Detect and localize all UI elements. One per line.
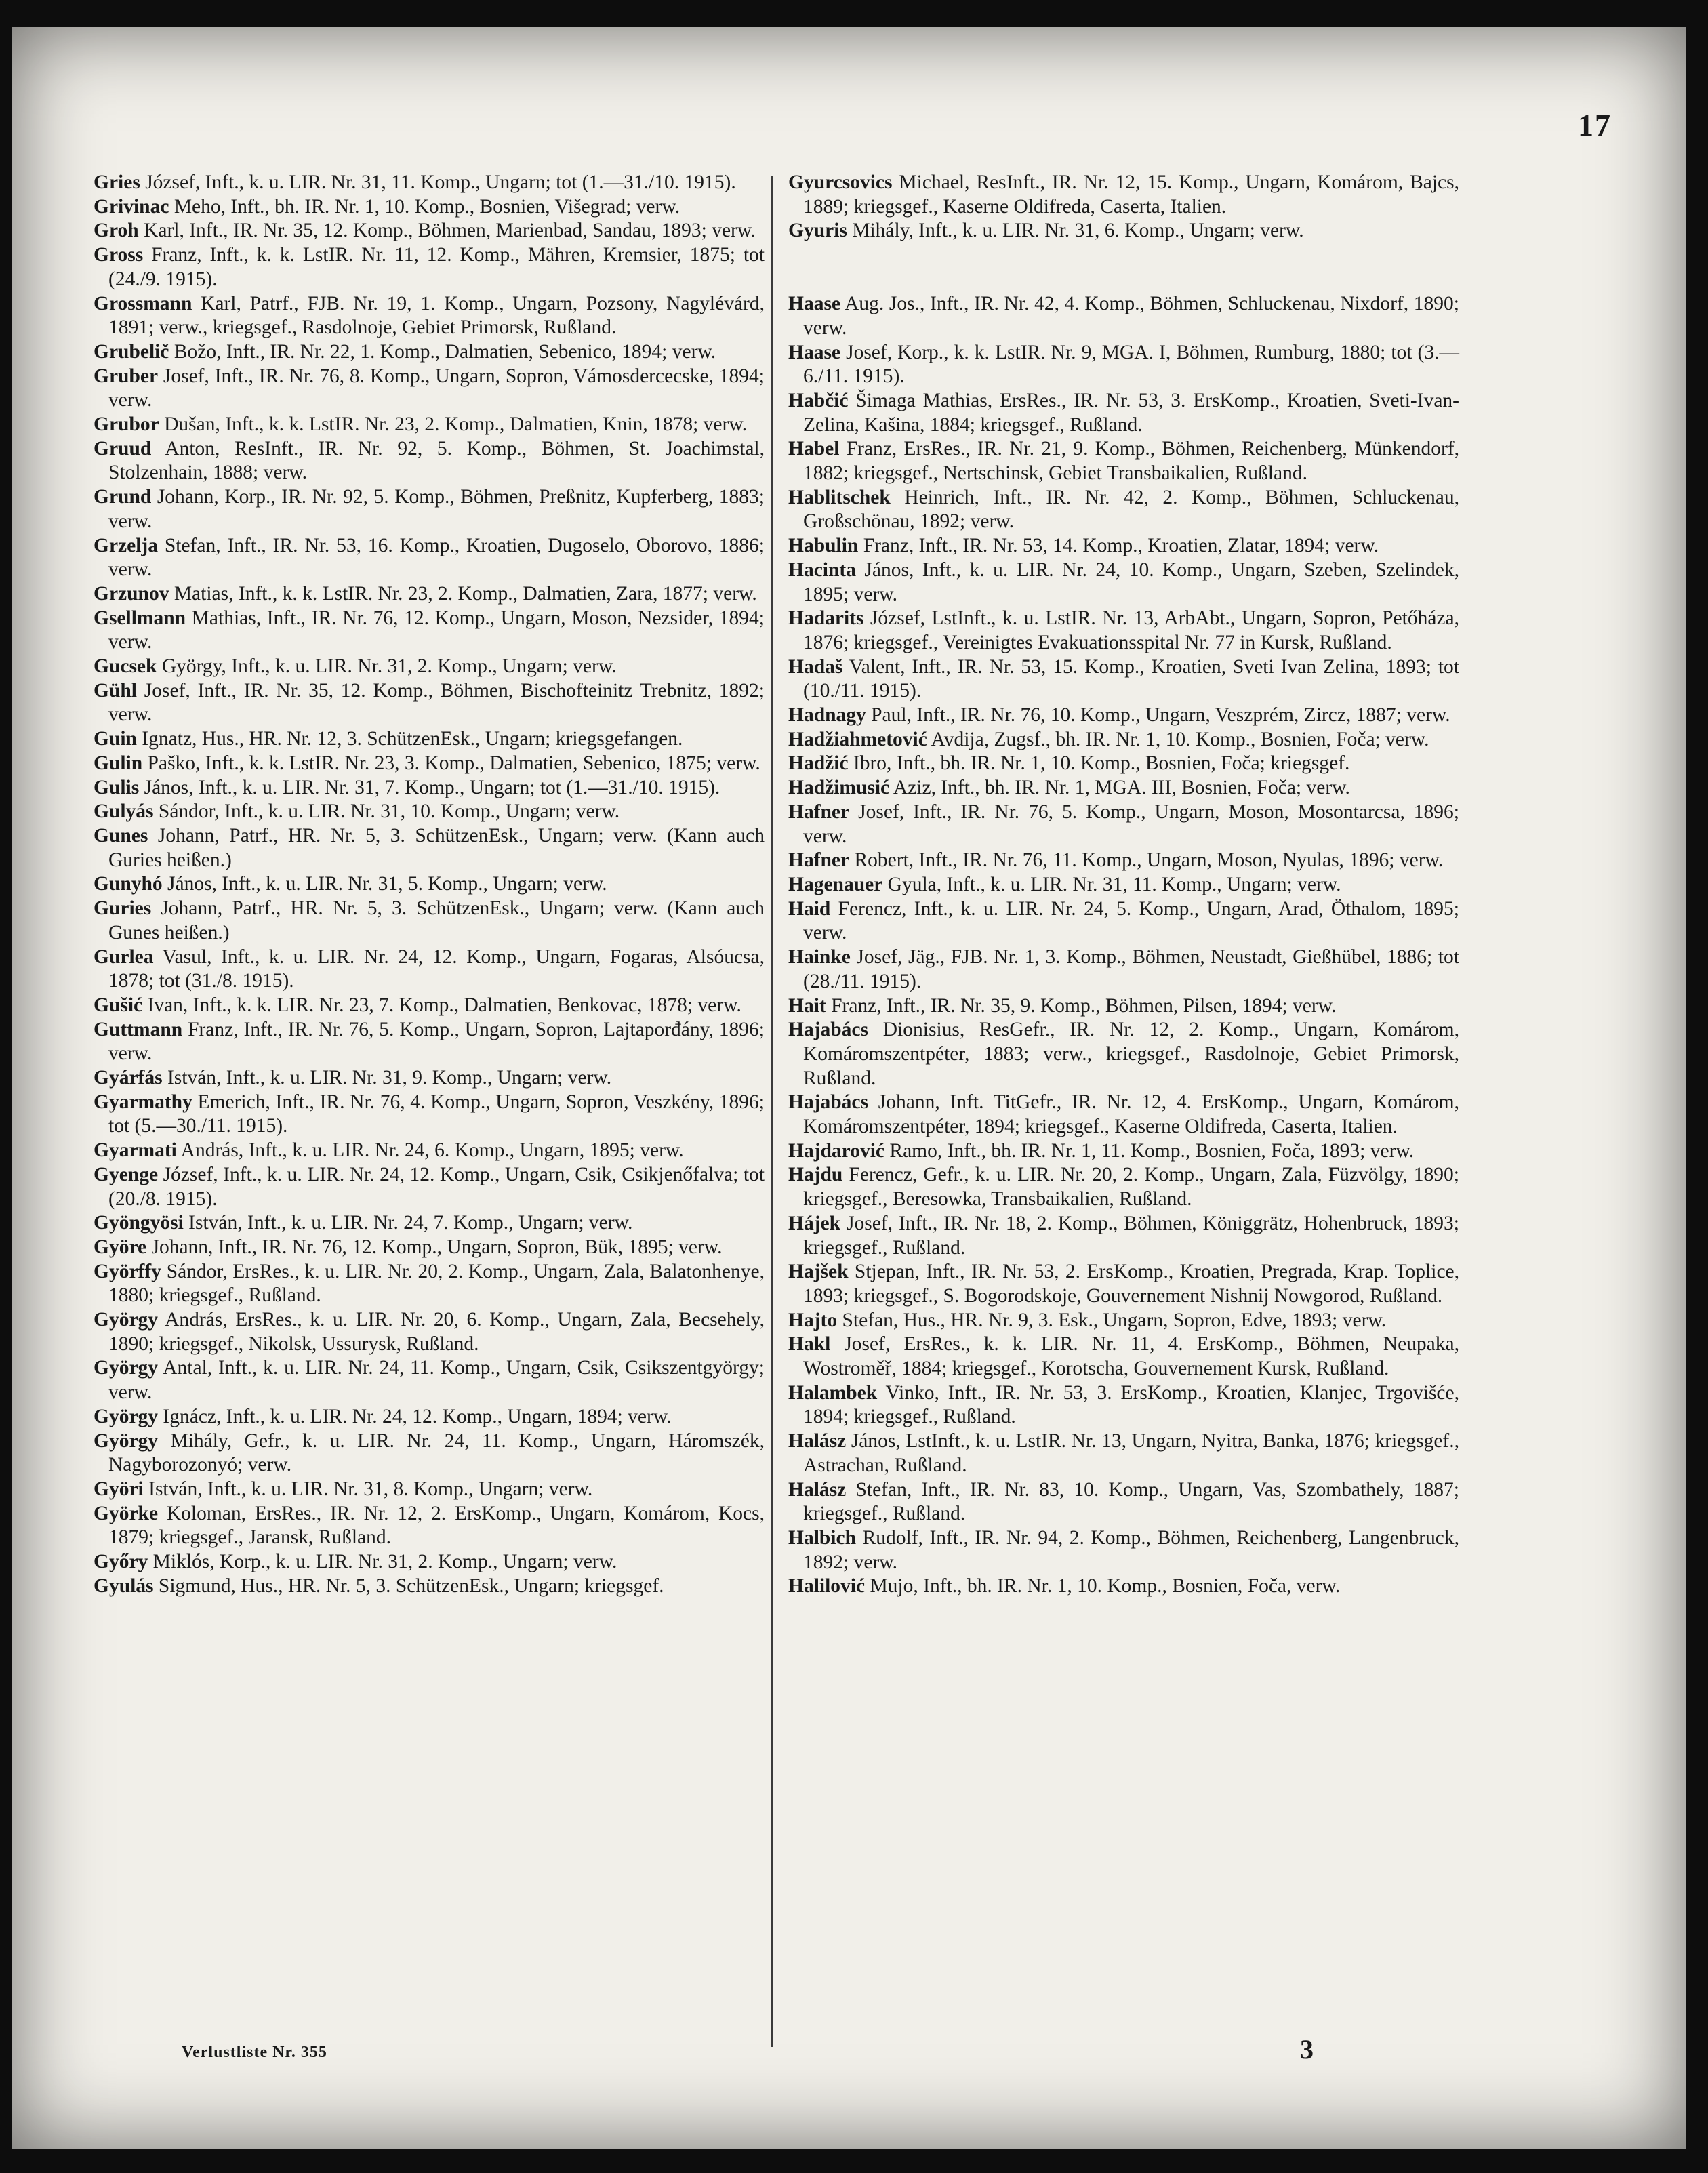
entry-details: András, Inft., k. u. LIR. Nr. 24, 6. Komp., Ungarn, 1895; verw. [176, 1139, 684, 1162]
casualty-entry [94, 1429, 765, 1478]
entry-details: Paul, Inft., IR. Nr. 76, 10. Komp., Ungarn, Veszprém, Zircz, 1887; verw. [866, 704, 1450, 727]
entry-details: Miklós, Korp., k. u. LIR. Nr. 31, 2. Komp., Ungarn; verw. [148, 1551, 617, 1573]
entry-details: Josef, Inft., IR. Nr. 18, 2. Komp., Böhmen, Königgrätz, Hohenbruck, 1893; kriegsgef., Rußland. [803, 1212, 1459, 1259]
casualty-entry [94, 534, 765, 582]
casualty-entry [94, 1018, 765, 1066]
casualty-entry [94, 994, 765, 1018]
entry-details: Ramo, Inft., bh. IR. Nr. 1, 11. Komp., Bosnien, Foča, 1893; verw. [884, 1139, 1415, 1162]
entry-details: Šimaga Mathias, ErsRes., IR. Nr. 53, 3. ErsKomp., Kroatien, Sveti-Ivan-Zelina, Kašina, 1884; kriegsgef., Rußland. [803, 389, 1459, 436]
entry-surname: Hadnagy [788, 704, 866, 727]
entry-surname: Grivinac [94, 195, 169, 218]
entry-surname: Guin [94, 728, 137, 750]
entry-surname: Hadžić [788, 752, 849, 775]
entry-details: Heinrich, Inft., IR. Nr. 42, 2. Komp., Böhmen, Schluckenau, Großschönau, 1892; verw. [803, 486, 1459, 533]
entry-surname: Hacinta [788, 559, 856, 581]
casualty-entry [94, 1575, 765, 1599]
entry-surname: Gyarmati [94, 1139, 177, 1162]
entry-surname: György [94, 1405, 159, 1427]
casualty-entry [94, 1236, 765, 1260]
entry-surname: Grzunov [94, 582, 169, 605]
casualty-entry [94, 872, 765, 897]
casualty-entry [94, 292, 765, 340]
entry-surname: Hajto [788, 1309, 838, 1331]
entry-details: Mihály, Inft., k. u. LIR. Nr. 31, 6. Komp., Ungarn; verw. [847, 220, 1304, 242]
entry-details: Stefan, Hus., HR. Nr. 9, 3. Esk., Ungarn, Sopron, Edve, 1893; verw. [837, 1309, 1387, 1331]
entry-details: Johann, Patrf., HR. Nr. 5, 3. SchützenEsk., Ungarn; verw. (Kann auch Guries heißen.) [108, 824, 765, 871]
casualty-entry [94, 946, 765, 994]
entry-details: Josef, Inft., IR. Nr. 76, 8. Komp., Ungarn, Sopron, Vámosdercecske, 1894; verw. [108, 365, 765, 411]
casualty-entry [94, 1260, 765, 1308]
entry-details: Franz, Inft., IR. Nr. 35, 9. Komp., Böhmen, Pilsen, 1894; verw. [826, 994, 1337, 1017]
entry-surname: Gurlea [94, 946, 154, 968]
entry-surname: Gyárfás [94, 1067, 163, 1089]
casualty-entry [788, 1333, 1459, 1381]
casualty-entry [788, 486, 1459, 534]
entry-surname: Hajdarović [788, 1139, 885, 1162]
entry-surname: Gyuris [788, 220, 847, 242]
casualty-entry [788, 1163, 1459, 1211]
entry-details: Ferencz, Gefr., k. u. LIR. Nr. 20, 2. Komp., Ungarn, Zala, Füzvölgy, 1890; kriegsgef., Beresowka, Transbaikalien, Rußland. [803, 1164, 1459, 1211]
casualty-entry [94, 727, 765, 752]
casualty-entry [94, 485, 765, 533]
casualty-entry [788, 607, 1459, 655]
entry-details: Rudolf, Inft., IR. Nr. 94, 2. Komp., Böhmen, Reichenberg, Langenbruck, 1892; verw. [803, 1526, 1459, 1573]
casualty-entry [788, 1018, 1459, 1091]
entry-details: Božo, Inft., IR. Nr. 22, 1. Komp., Dalmatien, Sebenico, 1894; verw. [169, 340, 716, 363]
entry-surname: Gyarmathy [94, 1091, 192, 1113]
casualty-entry [788, 1429, 1459, 1478]
casualty-entry [788, 219, 1459, 243]
entry-surname: Hájek [788, 1212, 841, 1234]
casualty-entry [94, 1211, 765, 1236]
entry-surname: Haid [788, 897, 831, 920]
sheet-number: 3 [1300, 2034, 1314, 2065]
entry-surname: Gušić [94, 994, 143, 1016]
entry-surname: Gyenge [94, 1163, 159, 1185]
entry-details: Matias, Inft., k. k. LstIR. Nr. 23, 2. Komp., Dalmatien, Zara, 1877; verw. [169, 582, 757, 605]
casualty-entry [788, 704, 1459, 728]
casualty-entry [788, 1212, 1459, 1260]
entry-surname: Hafner [788, 800, 850, 823]
entry-details: Anton, ResInft., IR. Nr. 92, 5. Komp., Böhmen, St. Joachimstal, Stolzenhain, 1888; verw. [108, 437, 765, 484]
casualty-entry [94, 340, 765, 365]
entry-details: András, ErsRes., k. u. LIR. Nr. 20, 6. Komp., Ungarn, Zala, Becsehely, 1890; kriegsgef., Nikolsk, Ussurysk, Rußland. [108, 1309, 765, 1355]
entry-details: Avdija, Zugsf., bh. IR. Nr. 1, 10. Komp., Bosnien, Foča; verw. [927, 728, 1429, 750]
casualty-entry [94, 800, 765, 824]
casualty-entry [94, 437, 765, 485]
casualty-entry [94, 776, 765, 800]
casualty-entry [788, 559, 1459, 607]
entry-details: József, LstInft., k. u. LstIR. Nr. 13, ArbAbt., Ungarn, Sopron, Petőháza, 1876; kriegsgef., Vereinigtes Evakuationsspital Nr. 77 in Kursk, Rußland. [803, 607, 1459, 653]
casualty-entry [788, 800, 1459, 849]
entry-surname: Halilović [788, 1575, 866, 1598]
entry-details: Johann, Patrf., HR. Nr. 5, 3. SchützenEsk., Ungarn; verw. (Kann auch Gunes heißen.) [108, 897, 765, 943]
casualty-entry [788, 1575, 1459, 1599]
entry-details: István, Inft., k. u. LIR. Nr. 31, 8. Komp., Ungarn; verw. [143, 1478, 593, 1500]
entry-surname: Grubor [94, 413, 159, 436]
casualty-entry [94, 824, 765, 872]
entry-details: János, Inft., k. u. LIR. Nr. 31, 7. Komp., Ungarn; tot (1.—31./10. 1915). [139, 776, 720, 798]
entry-details: Karl, Inft., IR. Nr. 35, 12. Komp., Böhmen, Marienbad, Sandau, 1893; verw. [138, 220, 756, 242]
entry-surname: Hablitschek [788, 486, 891, 508]
entry-surname: Gyöngyösi [94, 1212, 184, 1234]
casualty-entry [94, 1163, 765, 1211]
casualty-entry [788, 873, 1459, 897]
casualty-entry [94, 655, 765, 679]
casualty-entry [788, 728, 1459, 752]
entry-surname: Gyurcsovics [788, 171, 893, 193]
casualty-entry [94, 1405, 765, 1429]
entry-details: János, Inft., k. u. LIR. Nr. 24, 10. Komp., Ungarn, Szeben, Szelindek, 1895; verw. [803, 559, 1459, 605]
entry-surname: Groh [94, 220, 139, 242]
casualty-entry [788, 752, 1459, 776]
entry-details: Sándor, ErsRes., k. u. LIR. Nr. 20, 2. Komp., Ungarn, Zala, Balatonhenye, 1880; kriegsgef., Rußland. [108, 1260, 765, 1307]
entry-surname: Gühl [94, 679, 137, 702]
entry-surname: György [94, 1429, 159, 1452]
casualty-entry [94, 195, 765, 220]
entry-details: Mathias, Inft., IR. Nr. 76, 12. Komp., Ungarn, Moson, Nezsider, 1894; verw. [108, 607, 765, 653]
casualty-entry [788, 437, 1459, 485]
entry-details: Josef, Inft., IR. Nr. 76, 5. Komp., Ungarn, Moson, Mosontarcsa, 1896; verw. [803, 800, 1459, 847]
casualty-entry [788, 897, 1459, 946]
entry-surname: Hajabács [788, 1019, 868, 1041]
entry-surname: Gsellmann [94, 607, 186, 629]
entry-details: Josef, ErsRes., k. k. LIR. Nr. 11, 4. ErsKomp., Böhmen, Neupaka, Wostroměř, 1884; kriegsgef., Korotscha, Gouvernement Kursk, Rußland. [803, 1333, 1459, 1380]
casualty-entry [788, 341, 1459, 389]
entry-surname: Gruud [94, 437, 152, 460]
casualty-entry [788, 1139, 1459, 1164]
entry-surname: György [94, 1357, 159, 1379]
casualty-entry [788, 1526, 1459, 1575]
casualty-entry [788, 534, 1459, 559]
entry-surname: Hadžiahmetović [788, 728, 927, 750]
entry-surname: Gulin [94, 752, 143, 774]
casualty-entry [788, 292, 1459, 340]
entry-surname: Halász [788, 1430, 847, 1453]
entry-details: Ignácz, Inft., k. u. LIR. Nr. 24, 12. Komp., Ungarn, 1894; verw. [158, 1405, 672, 1427]
casualty-entry [788, 1260, 1459, 1308]
entry-details: Mujo, Inft., bh. IR. Nr. 1, 10. Komp., Bosnien, Foča, verw. [865, 1575, 1341, 1598]
entry-details: Dušan, Inft., k. k. LstIR. Nr. 23, 2. Komp., Dalmatien, Knin, 1878; verw. [159, 413, 748, 436]
casualty-entry [788, 946, 1459, 994]
entry-surname: Györffy [94, 1260, 161, 1282]
casualty-entry [94, 1356, 765, 1404]
entry-surname: Györke [94, 1502, 159, 1524]
entry-surname: Halász [788, 1478, 847, 1501]
entry-surname: Habel [788, 438, 840, 460]
casualty-entry [94, 1502, 765, 1550]
right-column [788, 171, 1459, 1599]
left-column [94, 171, 765, 1598]
entry-details: Franz, Inft., IR. Nr. 76, 5. Komp., Ungarn, Sopron, Lajtaporđány, 1896; verw. [108, 1018, 765, 1065]
entry-details: József, Inft., k. u. LIR. Nr. 31, 11. Komp., Ungarn; tot (1.—31./10. 1915). [140, 171, 736, 193]
entry-surname: Hadarits [788, 607, 864, 630]
casualty-entry [788, 1381, 1459, 1429]
entry-details: Sigmund, Hus., HR. Nr. 5, 3. SchützenEsk., Ungarn; kriegsgef. [153, 1575, 664, 1597]
entry-surname: Győry [94, 1551, 148, 1573]
page-number: 17 [1578, 108, 1612, 142]
column-divider [771, 176, 773, 2047]
entry-surname: Gulis [94, 776, 140, 798]
entry-details: Valent, Inft., IR. Nr. 53, 15. Komp., Kroatien, Sveti Ivan Zelina, 1893; tot (10./11. 1915). [803, 655, 1459, 702]
entry-details: Ferencz, Inft., k. u. LIR. Nr. 24, 5. Komp., Ungarn, Arad, Öthalom, 1895; verw. [803, 897, 1459, 944]
entry-surname: Hait [788, 994, 826, 1017]
entry-details: Stjepan, Inft., IR. Nr. 53, 2. ErsKomp., Kroatien, Pregrada, Krap. Toplice, 1893; kriegsgef., S. Bogorodskoje, Gouvernement Nishnij Nowgorod, Rußland. [803, 1261, 1459, 1307]
casualty-entry [788, 994, 1459, 1019]
entry-surname: Halambek [788, 1381, 878, 1404]
entry-surname: Gyulás [94, 1575, 154, 1597]
casualty-entry [94, 582, 765, 607]
entry-details: János, LstInft., k. u. LstIR. Nr. 13, Ungarn, Nyitra, Banka, 1876; kriegsgef., Astrachan, Rußland. [803, 1430, 1459, 1476]
entry-surname: György [94, 1309, 159, 1331]
entry-surname: Haase [788, 293, 841, 315]
entry-details: Stefan, Inft., IR. Nr. 53, 16. Komp., Kroatien, Dugoselo, Oborovo, 1886; verw. [108, 534, 765, 581]
casualty-entry [788, 1478, 1459, 1526]
entry-details: Emerich, Inft., IR. Nr. 76, 4. Komp., Ungarn, Sopron, Veszkény, 1896; tot (5.—30./11. 1915). [108, 1091, 765, 1137]
casualty-entry [788, 1091, 1459, 1139]
entry-surname: Hafner [788, 849, 850, 872]
entry-surname: Györe [94, 1236, 147, 1258]
casualty-entry [94, 243, 765, 291]
entry-details: György, Inft., k. u. LIR. Nr. 31, 2. Komp., Ungarn; verw. [157, 655, 617, 678]
section-gap [788, 243, 1459, 292]
entry-details: Franz, ErsRes., IR. Nr. 21, 9. Komp., Böhmen, Reichenberg, Münkendorf, 1882; kriegsgef., Nertschinsk, Gebiet Transbaikalien, Rußland. [803, 438, 1459, 485]
entry-details: Mihály, Gefr., k. u. LIR. Nr. 24, 11. Komp., Ungarn, Háromszék, Nagyborozonyó; verw. [108, 1429, 765, 1476]
entry-details: Michael, ResInft., IR. Nr. 12, 15. Komp., Ungarn, Komárom, Bajcs, 1889; kriegsgef., Kaserne Oldifreda, Caserta, Italien. [803, 171, 1459, 218]
entry-surname: Habčić [788, 389, 849, 411]
casualty-entry [94, 752, 765, 776]
entry-surname: Grossmann [94, 292, 192, 314]
entry-surname: Hadaš [788, 655, 843, 678]
entry-surname: Hagenauer [788, 873, 883, 895]
entry-surname: Gries [94, 171, 140, 193]
entry-details: Robert, Inft., IR. Nr. 76, 11. Komp., Ungarn, Moson, Nyulas, 1896; verw. [849, 849, 1444, 872]
entry-surname: Hakl [788, 1333, 831, 1356]
entry-details: Franz, Inft., IR. Nr. 53, 14. Komp., Kroatien, Zlatar, 1894; verw. [858, 535, 1379, 557]
entry-surname: Haase [788, 341, 841, 363]
entry-surname: Hajdu [788, 1164, 843, 1186]
document-page [12, 27, 1686, 2149]
casualty-entry [788, 1309, 1459, 1333]
entry-details: Johann, Korp., IR. Nr. 92, 5. Komp., Böhmen, Preßnitz, Kupferberg, 1883; verw. [108, 486, 765, 532]
entry-details: István, Inft., k. u. LIR. Nr. 31, 9. Komp., Ungarn; verw. [162, 1067, 612, 1089]
entry-details: Josef, Jäg., FJB. Nr. 1, 3. Komp., Böhmen, Neustadt, Gießhübel, 1886; tot (28./11. 1915). [803, 946, 1459, 992]
entry-details: Stefan, Inft., IR. Nr. 83, 10. Komp., Ungarn, Vas, Szombathely, 1887; kriegsgef., Rußland. [803, 1478, 1459, 1525]
entry-details: Johann, Inft., IR. Nr. 76, 12. Komp., Ungarn, Sopron, Bük, 1895; verw. [146, 1236, 723, 1258]
entry-details: Antal, Inft., k. u. LIR. Nr. 24, 11. Komp., Ungarn, Csik, Csikszentgyörgy; verw. [108, 1357, 765, 1404]
entry-surname: Hadžimusić [788, 777, 890, 799]
entry-details: Karl, Patrf., FJB. Nr. 19, 1. Komp., Ungarn, Pozsony, Nagylévárd, 1891; verw., kriegsgef., Rasdolnoje, Gebiet Primorsk, Rußland. [108, 292, 765, 339]
casualty-entry [94, 1308, 765, 1356]
entry-details: Paško, Inft., k. k. LstIR. Nr. 23, 3. Komp., Dalmatien, Sebenico, 1875; verw. [142, 752, 760, 774]
casualty-entry [94, 1478, 765, 1502]
entry-details: Josef, Inft., IR. Nr. 35, 12. Komp., Böhmen, Bischofteinitz Trebnitz, 1892; verw. [108, 679, 765, 726]
entry-surname: Hajšek [788, 1261, 849, 1283]
entry-surname: Gulyás [94, 800, 154, 823]
entry-details: Vinko, Inft., IR. Nr. 53, 3. ErsKomp., Kroatien, Klanjec, Trgovišće, 1894; kriegsgef., Rußland. [803, 1381, 1459, 1428]
casualty-entry [788, 171, 1459, 219]
entry-surname: Gunyhó [94, 873, 163, 895]
casualty-entry [94, 1139, 765, 1163]
entry-surname: Gross [94, 244, 144, 266]
entry-details: Aziz, Inft., bh. IR. Nr. 1, MGA. III, Bosnien, Foča; verw. [889, 777, 1350, 799]
entry-surname: Gruber [94, 365, 159, 387]
entry-details: Johann, Inft. TitGefr., IR. Nr. 12, 4. ErsKomp., Ungarn, Komárom, Komáromszentpéter, 1894; kriegsgef., Kaserne Oldifreda, Caserta, Italien. [803, 1091, 1459, 1138]
entry-surname: Hainke [788, 946, 851, 969]
entry-surname: Habulin [788, 535, 859, 557]
entry-surname: Guttmann [94, 1018, 183, 1040]
entry-surname: Gucsek [94, 655, 157, 678]
entry-details: Ivan, Inft., k. k. LIR. Nr. 23, 7. Komp., Dalmatien, Benkovac, 1878; verw. [142, 994, 741, 1016]
casualty-entry [788, 849, 1459, 873]
entry-surname: Halbich [788, 1526, 856, 1549]
entry-details: Koloman, ErsRes., IR. Nr. 12, 2. ErsKomp., Ungarn, Komárom, Kocs, 1879; kriegsgef., Jaransk, Rußland. [108, 1502, 765, 1549]
casualty-entry [94, 413, 765, 437]
casualty-entry [94, 897, 765, 945]
entry-details: Franz, Inft., k. k. LstIR. Nr. 11, 12. Komp., Mähren, Kremsier, 1875; tot (24./9. 1915). [108, 244, 765, 290]
entry-surname: Guries [94, 897, 152, 920]
entry-surname: Hajabács [788, 1091, 868, 1114]
entry-details: Sándor, Inft., k. u. LIR. Nr. 31, 10. Komp., Ungarn; verw. [153, 800, 620, 823]
entry-details: Meho, Inft., bh. IR. Nr. 1, 10. Komp., Bosnien, Višegrad; verw. [169, 195, 680, 218]
casualty-entry [94, 171, 765, 195]
entry-details: Ignatz, Hus., HR. Nr. 12, 3. SchützenEsk., Ungarn; kriegsgefangen. [136, 728, 683, 750]
casualty-entry [94, 1550, 765, 1575]
entry-details: János, Inft., k. u. LIR. Nr. 31, 5. Komp., Ungarn; verw. [162, 873, 607, 895]
casualty-entry [94, 219, 765, 243]
entry-details: Dionisius, ResGefr., IR. Nr. 12, 2. Komp., Ungarn, Komárom, Komáromszentpéter, 1883; verw., kriegsgef., Rasdolnoje, Gebiet Primorsk, Rußland. [803, 1019, 1459, 1089]
casualty-entry [788, 655, 1459, 704]
entry-details: Gyula, Inft., k. u. LIR. Nr. 31, 11. Komp., Ungarn; verw. [882, 873, 1341, 895]
entry-surname: Grund [94, 486, 152, 508]
casualty-entry [94, 679, 765, 727]
entry-surname: Grzelja [94, 534, 158, 556]
entry-surname: Gunes [94, 824, 148, 847]
casualty-entry [94, 1091, 765, 1139]
casualty-entry [94, 365, 765, 413]
entry-details: István, Inft., k. u. LIR. Nr. 24, 7. Komp., Ungarn; verw. [183, 1212, 633, 1234]
entry-details: Ibro, Inft., bh. IR. Nr. 1, 10. Komp., Bosnien, Foča; kriegsgef. [848, 752, 1350, 775]
entry-details: József, Inft., k. u. LIR. Nr. 24, 12. Komp., Ungarn, Csik, Csikjenőfalva; tot (20./8. 1915). [108, 1163, 765, 1210]
casualty-entry [94, 607, 765, 655]
footer-list-label: Verlustliste Nr. 355 [182, 2044, 327, 2061]
entry-details: Josef, Korp., k. k. LstIR. Nr. 9, MGA. I, Böhmen, Rumburg, 1880; tot (3.—6./11. 1915). [803, 341, 1459, 388]
entry-surname: Györi [94, 1478, 144, 1500]
entry-details: Vasul, Inft., k. u. LIR. Nr. 24, 12. Komp., Ungarn, Fogaras, Alsóucsa, 1878; tot (31./8. 1915). [108, 946, 765, 992]
casualty-entry [788, 389, 1459, 437]
casualty-entry [788, 776, 1459, 800]
entry-details: Aug. Jos., Inft., IR. Nr. 42, 4. Komp., Böhmen, Schluckenau, Nixdorf, 1890; verw. [803, 293, 1459, 339]
casualty-entry [94, 1066, 765, 1091]
entry-surname: Grubelič [94, 340, 169, 363]
